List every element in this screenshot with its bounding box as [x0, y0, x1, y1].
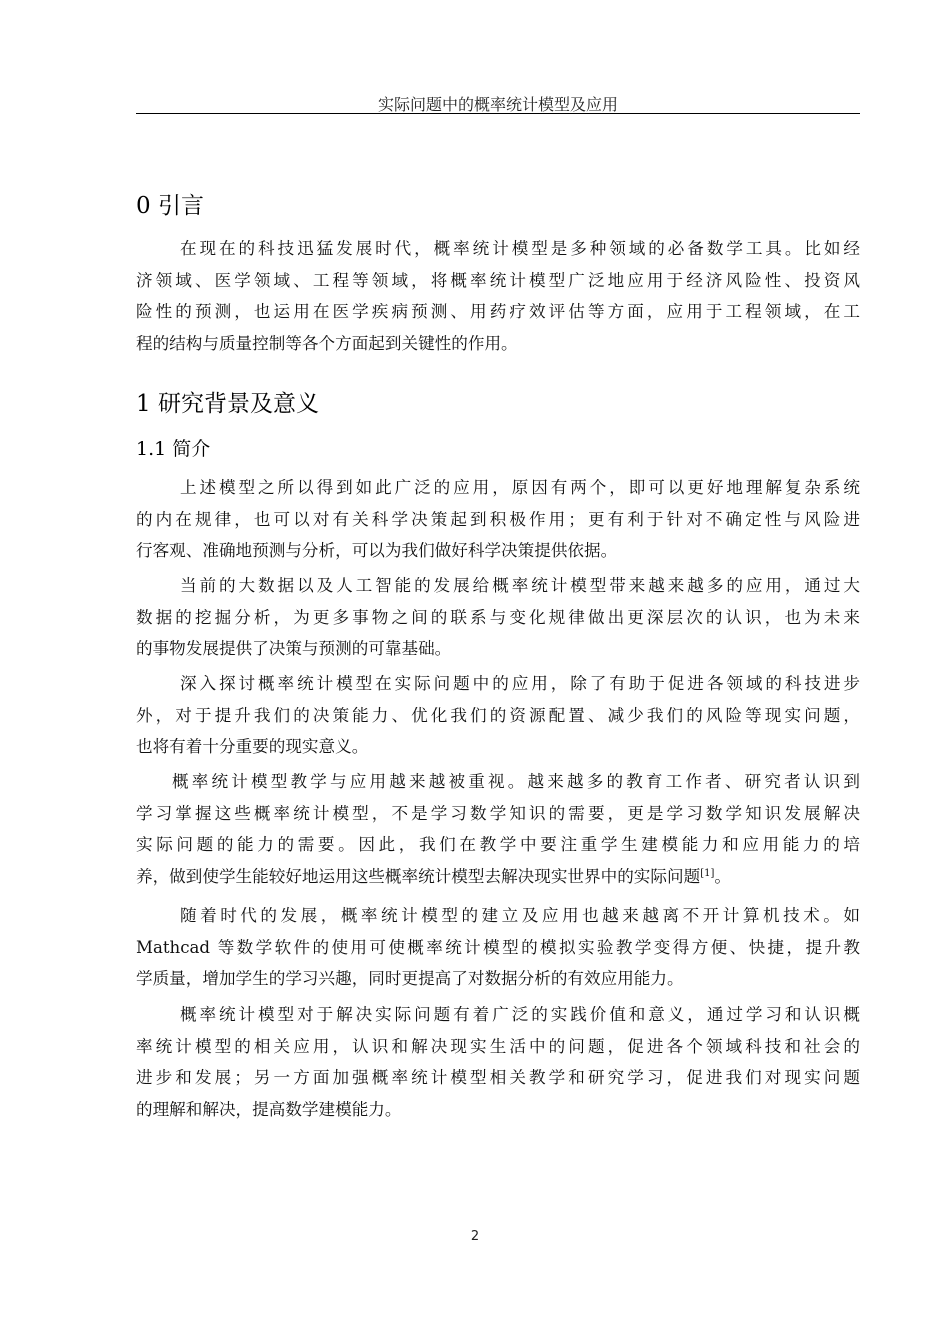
paragraph-introduction	[136, 233, 860, 359]
text-line: 在现在的科技迅猛发展时代，概率统计模型是多种领域的必备数学工具。比如经	[180, 239, 860, 258]
text-line: 行客观、准确地预测与分析，可以为我们做好科学决策提供依据。	[136, 541, 618, 560]
text-line: 上述模型之所以得到如此广泛的应用，原因有两个，即可以更好地理解复杂系统	[180, 478, 860, 497]
text-line: 程的结构与质量控制等各个方面起到关键性的作用。	[136, 333, 518, 353]
paragraph-3	[136, 668, 860, 763]
text-line: 学习掌握这些概率统计模型，不是学习数学知识的需要，更是学习数学知识发展解决	[136, 803, 860, 823]
paragraph-2	[136, 570, 860, 665]
text-line: 的内在规律，也可以对有关科学决策起到积极作用；更有利于针对不确定性与风险进	[136, 509, 860, 529]
text-line: 济领域、医学领域、工程等领域，将概率统计模型广泛地应用于经济风险性、投资风	[136, 270, 860, 290]
page-number: 2	[470, 1229, 480, 1244]
text-line: 率统计模型的相关应用，认识和解决现实生活中的问题，促进各个领域科技和社会的	[136, 1036, 860, 1056]
paragraph-1	[136, 472, 860, 567]
text-line: 随着时代的发展，概率统计模型的建立及应用也越来越离不开计算机技术。如	[180, 906, 860, 925]
text-line: 概率统计模型教学与应用越来越被重视。越来越多的教育工作者、研究者认识到	[172, 772, 860, 791]
text-line: 实际问题的能力的需要。因此，我们在教学中要注重学生建模能力和应用能力的培	[136, 835, 860, 854]
citation-reference: [1]	[700, 867, 715, 879]
text-line: 外，对于提升我们的决策能力、优化我们的资源配置、减少我们的风险等现实问题，	[136, 705, 860, 725]
text-line-with-citation	[136, 861, 860, 893]
section-heading-introduction: 0 引言	[136, 193, 204, 219]
paragraph-4	[136, 766, 860, 892]
subsection-heading-overview: 1.1 简介	[136, 438, 211, 460]
text-line: 概率统计模型对于解决实际问题有着广泛的实践价值和意义，通过学习和认识概	[180, 1005, 860, 1024]
running-header-title: 实际问题中的概率统计模型及应用	[377, 95, 618, 114]
paragraph-5	[136, 900, 860, 995]
text-line: 进步和发展；另一方面加强概率统计模型相关教学和研究学习，促进我们对现实问题	[136, 1068, 860, 1087]
section-heading-background: 1 研究背景及意义	[136, 391, 319, 417]
text-line: 的理解和解决，提高数学建模能力。	[136, 1099, 402, 1119]
text-fragment: 养，做到使学生能较好地运用这些概率统计模型去解决现实世界中的实际问题	[136, 866, 701, 886]
text-line: 当前的大数据以及人工智能的发展给概率统计模型带来越来越多的应用，通过大	[180, 576, 860, 595]
text-line: 也将有着十分重要的现实意义。	[136, 737, 369, 756]
text-line: 深入探讨概率统计模型在实际问题中的应用，除了有助于促进各领域的科技进步	[180, 674, 860, 693]
text-fragment: 。	[714, 866, 731, 886]
text-line: 险性的预测，也运用在医学疾病预测、用药疗效评估等方面，应用于工程领域，在工	[136, 302, 860, 321]
paragraph-6	[136, 999, 860, 1125]
text-line: 数据的挖掘分析，为更多事物之间的联系与变化规律做出更深层次的认识，也为未来	[136, 607, 860, 627]
header-divider	[136, 113, 860, 114]
text-line: Mathcad 等数学软件的使用可使概率统计模型的模拟实验教学变得方便、快捷，提升教	[136, 937, 860, 957]
text-line: 学质量，增加学生的学习兴趣，同时更提高了对数据分析的有效应用能力。	[136, 969, 684, 988]
text-line: 的事物发展提供了决策与预测的可靠基础。	[136, 639, 452, 658]
